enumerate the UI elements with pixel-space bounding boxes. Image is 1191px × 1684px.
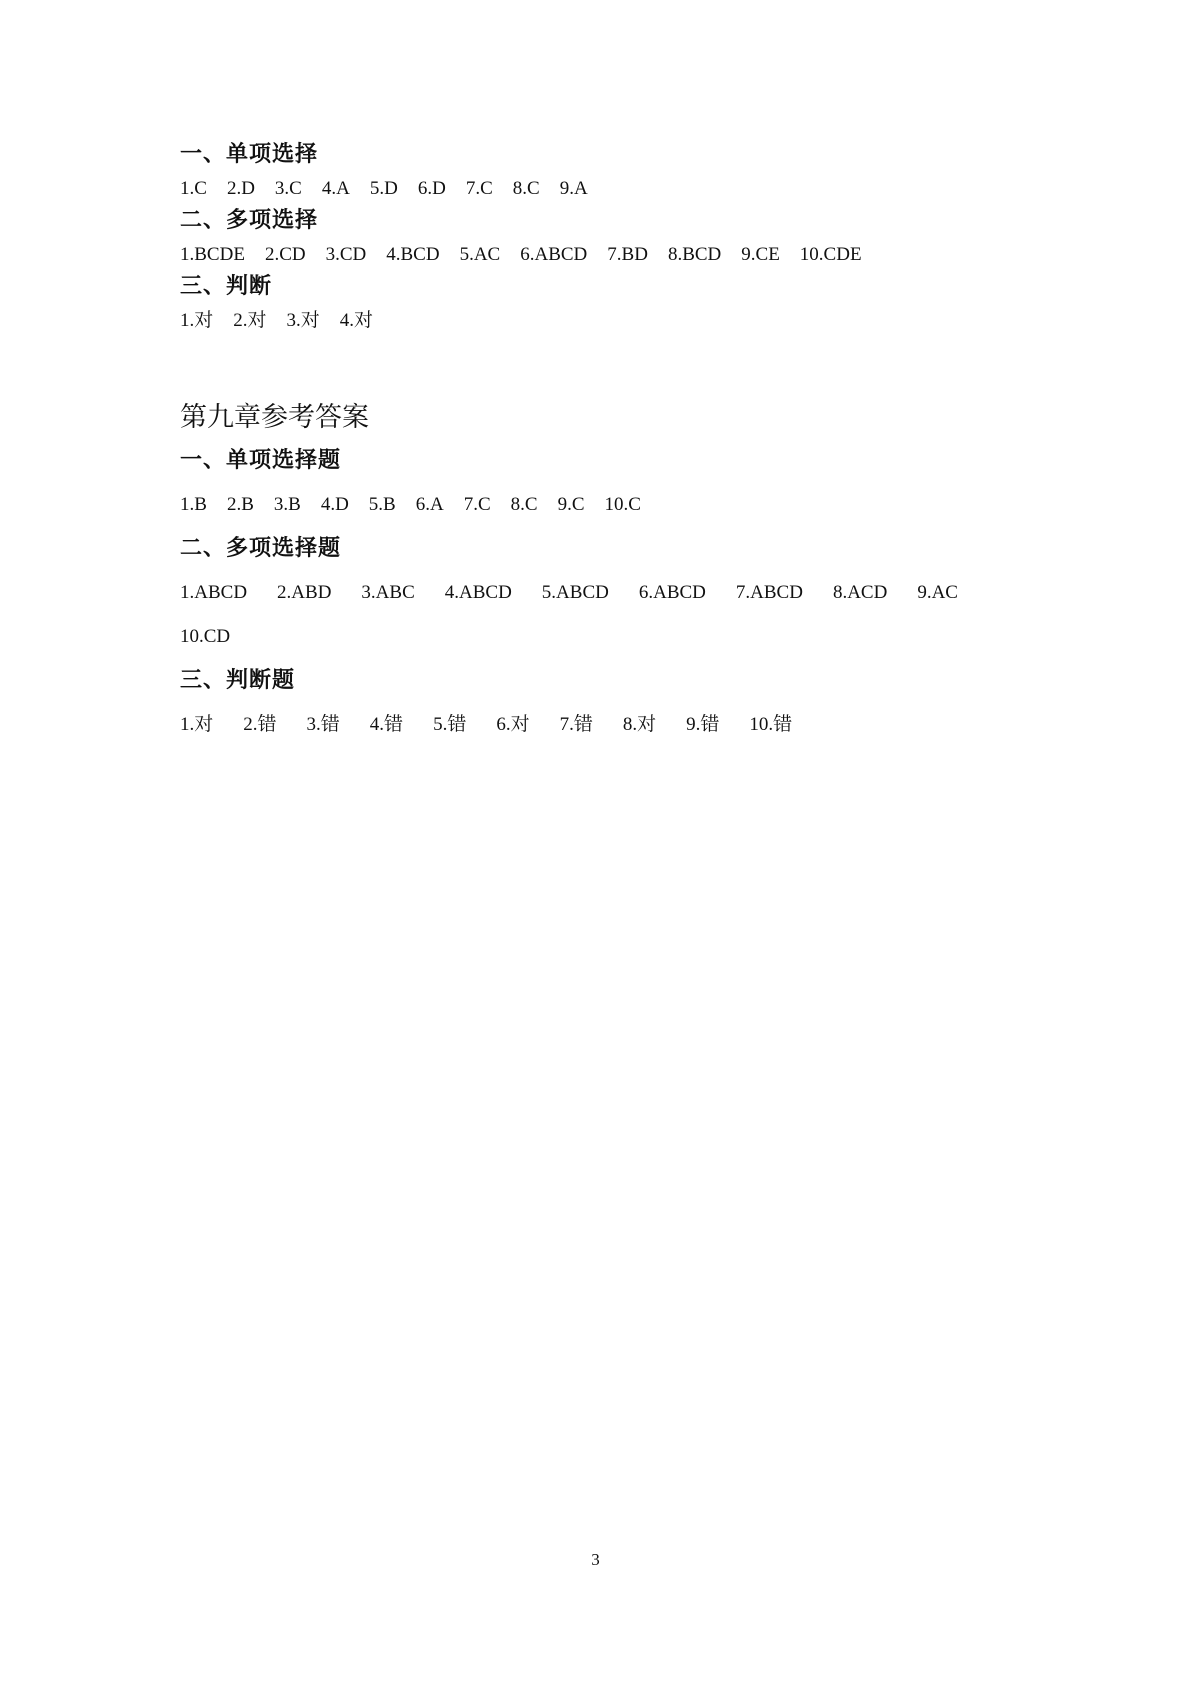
answer-item: 4.D (320, 494, 349, 515)
single-choice-heading: 一、单项选择 (180, 142, 319, 167)
answer-item: 9.C (557, 494, 585, 515)
chapter9-true-false-answers (180, 710, 1080, 740)
chapter9-multiple-choice-heading: 二、多项选择题 (180, 536, 342, 561)
answer-item: 8.BCD (667, 244, 722, 265)
answer-item: 9.A (559, 178, 588, 199)
answer-item: 8.ACD (832, 582, 888, 603)
answer-item: 9.AC (917, 582, 958, 603)
answer-item: 7.ABCD (735, 582, 803, 603)
answer-item: 10.C (604, 494, 641, 515)
answer-item: 6.D (417, 178, 446, 199)
chapter9-multiple-choice-answers (180, 578, 1080, 608)
answer-item: 2.B (226, 494, 254, 515)
answer-item: 8.对 (622, 714, 657, 735)
answer-item: 9.CE (741, 244, 780, 265)
answer-item: 9.错 (686, 714, 720, 735)
chapter-title: 第九章参考答案 (180, 402, 369, 433)
answer-item: 1.C (180, 178, 207, 199)
answer-item: 6.A (415, 494, 444, 515)
single-choice-answers (180, 174, 1080, 204)
answer-item: 10.CD (180, 626, 231, 647)
answer-item: 7.C (465, 178, 493, 199)
answer-item: 4.ABCD (444, 582, 512, 603)
answer-item: 3.对 (286, 310, 320, 331)
multiple-choice-answers (180, 240, 1080, 270)
chapter9-single-choice-heading: 一、单项选择题 (180, 448, 342, 473)
answer-item: 2.D (226, 178, 255, 199)
answer-item: 2.ABD (277, 582, 332, 603)
answer-item: 6.ABCD (638, 582, 706, 603)
answer-item: 3.CD (325, 244, 367, 265)
document-page (180, 140, 1080, 754)
answer-item: 5.错 (433, 714, 467, 735)
answer-item: 6.对 (496, 714, 530, 735)
answer-item: 3.C (274, 178, 302, 199)
answer-item: 2.对 (233, 310, 267, 331)
page-number: 3 (591, 1550, 600, 1569)
answer-item: 3.ABC (361, 582, 415, 603)
true-false-answers (180, 306, 1080, 336)
answer-item: 2.CD (264, 244, 306, 265)
answer-item: 8.C (512, 178, 540, 199)
answer-item: 1.B (180, 494, 207, 515)
answer-item: 4.A (321, 178, 350, 199)
answer-item: 4.错 (369, 714, 404, 735)
answer-item: 4.BCD (386, 244, 440, 265)
answer-item: 7.C (463, 494, 491, 515)
answer-item: 5.ABCD (541, 582, 609, 603)
answer-item: 8.C (510, 494, 538, 515)
chapter-nine-answers (180, 400, 1080, 740)
answer-item: 6.ABCD (520, 244, 588, 265)
previous-chapter-answers (180, 140, 1080, 336)
answer-item: 1.对 (180, 714, 214, 735)
answer-item: 5.AC (459, 244, 501, 265)
answer-item: 5.B (368, 494, 396, 515)
chapter9-true-false-heading: 三、判断题 (180, 668, 296, 693)
chapter9-multiple-choice-answers-continued (180, 622, 1080, 652)
true-false-heading: 三、判断 (180, 274, 273, 299)
answer-item: 10.错 (749, 714, 793, 735)
answer-item: 1.对 (180, 310, 214, 331)
answer-item: 3.错 (306, 714, 340, 735)
answer-item: 2.错 (243, 714, 277, 735)
answer-item: 7.BD (607, 244, 648, 265)
answer-item: 1.ABCD (180, 582, 248, 603)
answer-item: 4.对 (339, 310, 374, 331)
answer-item: 10.CDE (799, 244, 862, 265)
answer-item: 1.BCDE (180, 244, 245, 265)
answer-item: 7.错 (559, 714, 593, 735)
chapter9-single-choice-answers (180, 490, 1080, 520)
multiple-choice-heading: 二、多项选择 (180, 208, 319, 233)
answer-item: 5.D (369, 178, 398, 199)
answer-item: 3.B (273, 494, 301, 515)
